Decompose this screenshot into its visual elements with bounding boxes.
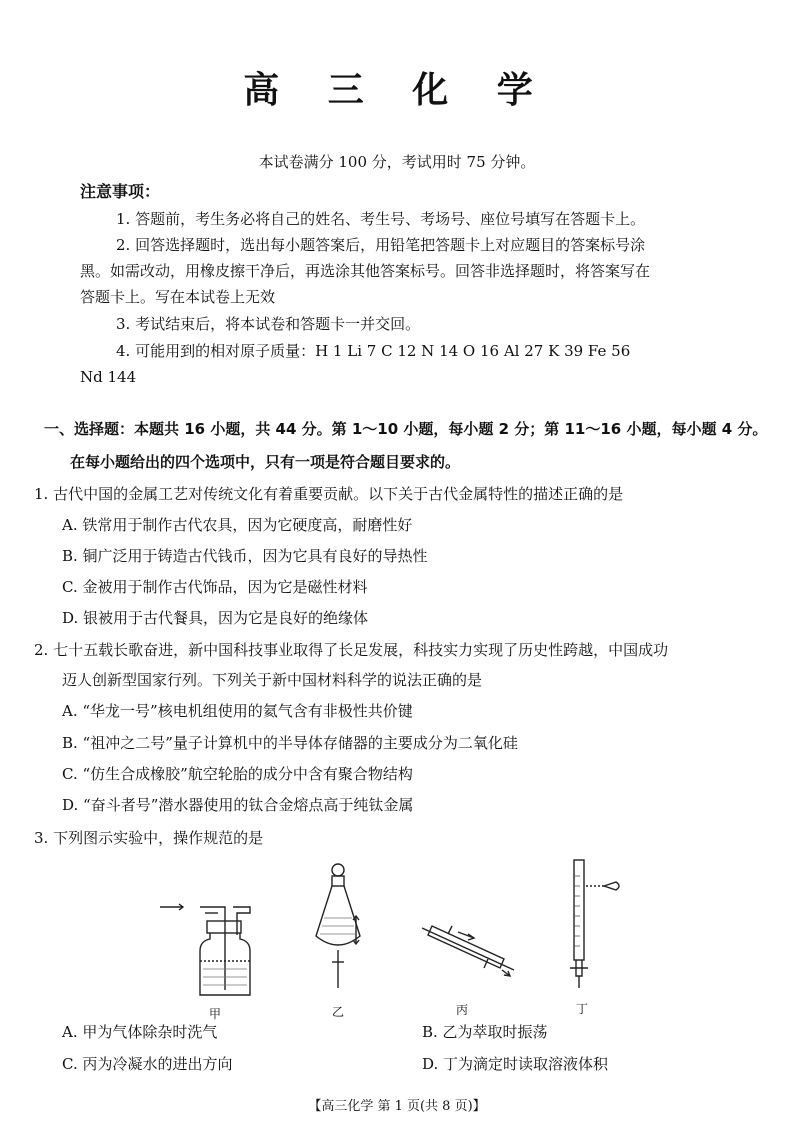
question-2-stem: 2. 七十五载长歌奋进，新中国科技事业取得了长足发展，科技实力实现了历史性跨越，中国成功 <box>34 641 669 659</box>
notice-item-2-cont: 答题卡上。写在本试卷上无效 <box>80 288 276 306</box>
figure-label-d: 丁 <box>576 1002 589 1016</box>
burette-figure <box>560 856 640 996</box>
notice-item-4-cont: Nd 144 <box>80 368 137 386</box>
figure-label-b: 乙 <box>332 1005 345 1019</box>
section-heading-cont: 在每小题给出的四个选项中，只有一项是符合题目要求的。 <box>70 453 461 471</box>
question-2-option-c: C. “仿生合成橡胶”航空轮胎的成分中含有聚合物结构 <box>62 765 413 783</box>
question-3-option-a: A. 甲为气体除杂时洗气 <box>62 1023 218 1041</box>
question-1-option-b: B. 铜广泛用于铸造古代钱币，因为它具有良好的导热性 <box>62 547 428 565</box>
notice-item-4: 4. 可能用到的相对原子质量：H 1 Li 7 C 12 N 14 O 16 Al 27 K 39 Fe 56 <box>116 342 631 360</box>
figure-label-a: 甲 <box>209 1007 222 1021</box>
page-footer: 【高三化学 第 1 页(共 8 页)】 <box>308 1099 486 1114</box>
gas-washing-bottle-figure <box>155 895 265 1005</box>
question-1-option-d: D. 银被用于古代餐具，因为它是良好的绝缘体 <box>62 609 369 627</box>
question-2-option-b: B. “祖冲之二号”量子计算机中的半导体存储器的主要成分为二氧化硅 <box>62 734 518 752</box>
notice-item-2-cont: 黑。如需改动，用橡皮擦干净后，再选涂其他答案标号。回答非选择题时，将答案写在 <box>80 262 651 280</box>
question-3-option-d: D. 丁为滴定时读取溶液体积 <box>422 1055 609 1073</box>
separatory-funnel-figure <box>310 858 370 998</box>
notice-item-2: 2. 回答选择题时，选出每小题答案后，用铅笔把答题卡上对应题目的答案标号涂 <box>116 236 646 254</box>
notice-heading: 注意事项： <box>80 182 161 201</box>
section-heading: 一、选择题：本题共 16 小题，共 44 分。第 1～10 小题，每小题 2 分；第 11～16 小题，每小题 4 分。 <box>44 420 768 438</box>
question-2-stem-cont: 迈人创新型国家行列。下列关于新中国材料科学的说法正确的是 <box>62 671 483 689</box>
page-title: 高 三 化 学 <box>243 70 551 111</box>
question-3-option-b: B. 乙为萃取时振荡 <box>422 1023 548 1041</box>
notice-item-1: 1. 答题前，考生务必将自己的姓名、考生号、考场号、座位号填写在答题卡上。 <box>116 210 646 228</box>
figure-label-c: 丙 <box>456 1003 469 1017</box>
question-1-stem: 1. 古代中国的金属工艺对传统文化有着重要贡献。以下关于古代金属特性的描述正确的是 <box>34 485 624 503</box>
question-1-option-a: A. 铁常用于制作古代农具，因为它硬度高，耐磨性好 <box>62 516 413 534</box>
exam-info: 本试卷满分 100 分，考试用时 75 分钟。 <box>258 153 536 171</box>
question-3-stem: 3. 下列图示实验中，操作规范的是 <box>34 829 264 847</box>
question-3-option-c: C. 丙为冷凝水的进出方向 <box>62 1055 233 1073</box>
notice-item-3: 3. 考试结束后，将本试卷和答题卡一并交回。 <box>116 315 421 333</box>
question-2-option-a: A. “华龙一号”核电机组使用的氦气含有非极性共价键 <box>62 702 413 720</box>
question-2-option-d: D. “奋斗者号”潜水器使用的钛合金熔点高于纯钛金属 <box>62 796 414 814</box>
condenser-figure <box>418 918 518 988</box>
question-1-option-c: C. 金被用于制作古代饰品，因为它是磁性材料 <box>62 578 368 596</box>
